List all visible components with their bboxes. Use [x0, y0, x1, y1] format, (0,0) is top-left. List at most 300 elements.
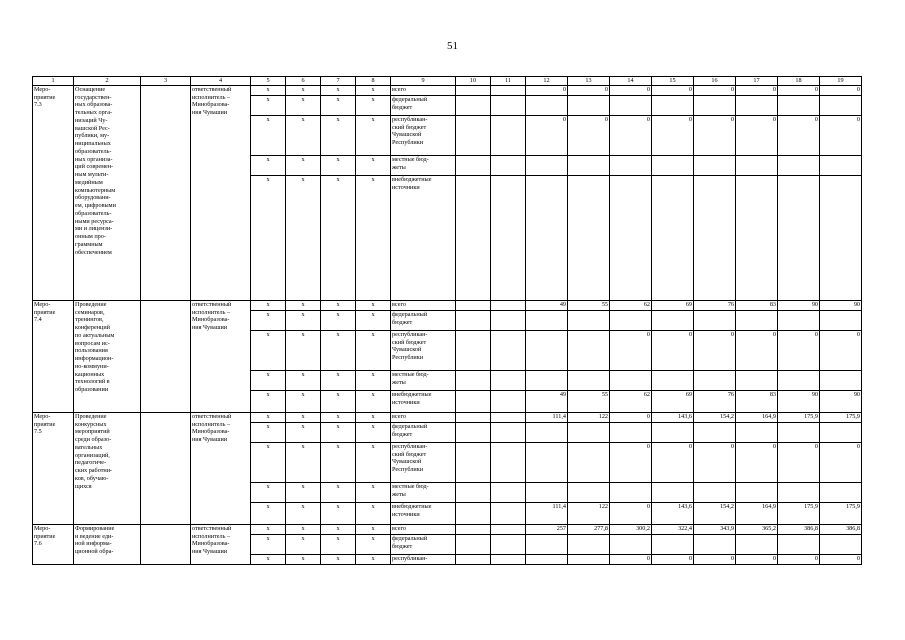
funding-source: внебюджетные источники [391, 390, 456, 412]
value-cell [568, 534, 610, 554]
empty-cell [491, 155, 526, 175]
header-cell: 13 [568, 77, 610, 86]
code-cell: х [286, 502, 321, 524]
header-cell: 4 [191, 77, 251, 86]
value-cell: 69 [652, 390, 694, 412]
code-cell: х [356, 155, 391, 175]
empty-cell [456, 524, 491, 534]
value-cell: 76 [694, 300, 736, 310]
measure-col3 [141, 300, 191, 412]
value-cell [610, 95, 652, 115]
value-cell: 0 [736, 115, 778, 155]
value-cell: 0 [820, 554, 862, 564]
value-cell: 0 [652, 85, 694, 95]
funding-source: республикан- [391, 554, 456, 564]
code-cell: х [251, 95, 286, 115]
code-cell: х [251, 422, 286, 442]
code-cell: х [286, 155, 321, 175]
code-cell: х [356, 482, 391, 502]
value-cell: 277,8 [568, 524, 610, 534]
value-cell: 175,9 [778, 412, 820, 422]
value-cell: 0 [736, 330, 778, 370]
header-cell: 11 [491, 77, 526, 86]
funding-source: федеральный бюджет [391, 534, 456, 554]
value-cell: 90 [778, 390, 820, 412]
funding-source: федеральный бюджет [391, 95, 456, 115]
measure-id: Меро- приятие 7.4 [33, 300, 74, 412]
value-cell [610, 310, 652, 330]
empty-cell [491, 534, 526, 554]
code-cell: х [321, 554, 356, 564]
value-cell [526, 442, 568, 482]
code-cell: х [356, 310, 391, 330]
code-cell: х [251, 310, 286, 330]
code-cell: х [356, 390, 391, 412]
value-cell: 0 [820, 85, 862, 95]
empty-cell [491, 524, 526, 534]
value-cell: 0 [778, 554, 820, 564]
code-cell: х [286, 370, 321, 390]
code-cell: х [286, 85, 321, 95]
value-cell [694, 155, 736, 175]
value-cell: 365,2 [736, 524, 778, 534]
header-cell: 7 [321, 77, 356, 86]
code-cell: х [356, 442, 391, 482]
funding-source: федеральный бюджет [391, 422, 456, 442]
budget-table [32, 76, 862, 565]
value-cell [652, 422, 694, 442]
code-cell: х [321, 115, 356, 155]
value-cell: 0 [694, 442, 736, 482]
measure-col3 [141, 85, 191, 300]
header-cell: 2 [74, 77, 141, 86]
value-cell [778, 155, 820, 175]
code-cell: х [251, 390, 286, 412]
value-cell: 386,8 [820, 524, 862, 534]
header-cell: 14 [610, 77, 652, 86]
value-cell [652, 482, 694, 502]
code-cell: х [286, 482, 321, 502]
value-cell [820, 534, 862, 554]
value-cell [568, 422, 610, 442]
table-row [33, 85, 862, 95]
value-cell: 49 [526, 390, 568, 412]
code-cell: х [356, 534, 391, 554]
value-cell [610, 155, 652, 175]
value-cell [568, 155, 610, 175]
value-cell [820, 370, 862, 390]
value-cell [610, 370, 652, 390]
code-cell: х [286, 300, 321, 310]
code-cell: х [356, 95, 391, 115]
code-cell: х [321, 502, 356, 524]
header-row [33, 77, 862, 86]
measure-executor: ответственный исполнитель – Минобразова- ния Чувашии [191, 85, 251, 300]
value-cell: 122 [568, 502, 610, 524]
empty-cell [456, 155, 491, 175]
funding-source: местные бюд- жеты [391, 370, 456, 390]
value-cell: 0 [652, 442, 694, 482]
funding-source: внебюджетные источники [391, 175, 456, 300]
empty-cell [491, 390, 526, 412]
empty-cell [456, 534, 491, 554]
value-cell: 76 [694, 390, 736, 412]
value-cell [568, 95, 610, 115]
value-cell [778, 175, 820, 300]
code-cell: х [251, 175, 286, 300]
value-cell: 0 [694, 85, 736, 95]
value-cell: 111,4 [526, 502, 568, 524]
code-cell: х [321, 412, 356, 422]
value-cell [778, 422, 820, 442]
value-cell: 0 [610, 502, 652, 524]
empty-cell [491, 95, 526, 115]
empty-cell [456, 300, 491, 310]
value-cell: 386,8 [778, 524, 820, 534]
value-cell [736, 175, 778, 300]
value-cell [652, 310, 694, 330]
funding-source: всего [391, 85, 456, 95]
header-cell: 16 [694, 77, 736, 86]
table-row [33, 300, 862, 310]
value-cell [778, 370, 820, 390]
empty-cell [456, 390, 491, 412]
value-cell [610, 175, 652, 300]
value-cell [736, 155, 778, 175]
value-cell: 154,2 [694, 412, 736, 422]
code-cell: х [356, 502, 391, 524]
code-cell: х [251, 502, 286, 524]
header-cell: 18 [778, 77, 820, 86]
empty-cell [491, 422, 526, 442]
measure-col3 [141, 412, 191, 524]
code-cell: х [251, 524, 286, 534]
value-cell [820, 155, 862, 175]
value-cell [778, 534, 820, 554]
code-cell: х [286, 175, 321, 300]
funding-source: местные бюд- жеты [391, 155, 456, 175]
value-cell [652, 370, 694, 390]
value-cell: 90 [778, 300, 820, 310]
value-cell [526, 534, 568, 554]
code-cell: х [286, 310, 321, 330]
value-cell: 83 [736, 390, 778, 412]
value-cell: 0 [652, 554, 694, 564]
value-cell [610, 482, 652, 502]
header-cell: 17 [736, 77, 778, 86]
value-cell [694, 310, 736, 330]
value-cell [820, 175, 862, 300]
measure-col3 [141, 524, 191, 564]
value-cell: 175,9 [778, 502, 820, 524]
header-cell: 6 [286, 77, 321, 86]
value-cell: 90 [820, 300, 862, 310]
value-cell: 175,9 [820, 412, 862, 422]
code-cell: х [321, 175, 356, 300]
value-cell [820, 482, 862, 502]
funding-source: местные бюд- жеты [391, 482, 456, 502]
empty-cell [456, 175, 491, 300]
value-cell [694, 422, 736, 442]
value-cell: 69 [652, 300, 694, 310]
value-cell [652, 175, 694, 300]
empty-cell [456, 422, 491, 442]
value-cell: 0 [694, 115, 736, 155]
value-cell [526, 155, 568, 175]
value-cell: 0 [610, 554, 652, 564]
value-cell: 62 [610, 390, 652, 412]
value-cell [736, 534, 778, 554]
value-cell: 143,6 [652, 412, 694, 422]
value-cell: 0 [526, 115, 568, 155]
value-cell [820, 95, 862, 115]
code-cell: х [321, 310, 356, 330]
code-cell: х [251, 554, 286, 564]
value-cell: 0 [820, 330, 862, 370]
value-cell: 49 [526, 300, 568, 310]
value-cell [526, 95, 568, 115]
empty-cell [456, 115, 491, 155]
value-cell: 0 [526, 85, 568, 95]
header-cell: 9 [391, 77, 456, 86]
empty-cell [456, 554, 491, 564]
code-cell: х [356, 412, 391, 422]
value-cell [778, 310, 820, 330]
code-cell: х [286, 534, 321, 554]
value-cell [778, 482, 820, 502]
code-cell: х [251, 534, 286, 554]
value-cell [694, 175, 736, 300]
value-cell [610, 422, 652, 442]
empty-cell [491, 554, 526, 564]
value-cell: 0 [778, 115, 820, 155]
empty-cell [491, 330, 526, 370]
empty-cell [456, 442, 491, 482]
code-cell: х [251, 442, 286, 482]
value-cell [652, 155, 694, 175]
value-cell [568, 554, 610, 564]
code-cell: х [321, 85, 356, 95]
value-cell [568, 330, 610, 370]
code-cell: х [286, 390, 321, 412]
code-cell: х [356, 300, 391, 310]
value-cell: 0 [568, 115, 610, 155]
value-cell: 0 [610, 442, 652, 482]
value-cell: 257 [526, 524, 568, 534]
code-cell: х [251, 155, 286, 175]
value-cell: 343,9 [694, 524, 736, 534]
header-cell: 10 [456, 77, 491, 86]
code-cell: х [321, 155, 356, 175]
value-cell: 111,4 [526, 412, 568, 422]
code-cell: х [286, 95, 321, 115]
value-cell [652, 534, 694, 554]
value-cell [652, 95, 694, 115]
value-cell: 62 [610, 300, 652, 310]
value-cell: 175,9 [820, 502, 862, 524]
value-cell [526, 175, 568, 300]
value-cell [526, 422, 568, 442]
code-cell: х [286, 524, 321, 534]
code-cell: х [321, 482, 356, 502]
funding-source: всего [391, 300, 456, 310]
measure-id: Меро- приятие 7.5 [33, 412, 74, 524]
header-cell: 8 [356, 77, 391, 86]
empty-cell [456, 482, 491, 502]
measure-name: Оснащение государствен- ных образова- тельных орга- низаций Чу- вашской Рес- публики, му- ниципальных образователь- ных организа- ций современ- ным мульти- медийным компьютерным оборудовани- ем, цифровыми образователь- ными ресурса- ми и лицензи- онным про- граммным обеспечением [74, 85, 141, 300]
value-cell: 0 [652, 330, 694, 370]
empty-cell [456, 310, 491, 330]
empty-cell [491, 482, 526, 502]
code-cell: х [321, 390, 356, 412]
funding-source: всего [391, 524, 456, 534]
code-cell: х [286, 412, 321, 422]
code-cell: х [321, 442, 356, 482]
value-cell: 0 [568, 85, 610, 95]
code-cell: х [356, 422, 391, 442]
value-cell: 164,9 [736, 412, 778, 422]
empty-cell [456, 370, 491, 390]
empty-cell [491, 370, 526, 390]
funding-source: республикан- ский бюджет Чувашской Республики [391, 442, 456, 482]
code-cell: х [251, 330, 286, 370]
value-cell [778, 95, 820, 115]
code-cell: х [356, 524, 391, 534]
empty-cell [456, 502, 491, 524]
value-cell [694, 534, 736, 554]
value-cell: 164,9 [736, 502, 778, 524]
funding-source: внебюджетные источники [391, 502, 456, 524]
header-cell: 1 [33, 77, 74, 86]
empty-cell [456, 85, 491, 95]
code-cell: х [251, 115, 286, 155]
value-cell: 154,2 [694, 502, 736, 524]
value-cell [820, 310, 862, 330]
measure-name: Формирование и ведение еди- ной информа- ционной обра- [74, 524, 141, 564]
code-cell: х [321, 330, 356, 370]
value-cell: 0 [778, 330, 820, 370]
code-cell: х [251, 482, 286, 502]
header-cell: 19 [820, 77, 862, 86]
value-cell [526, 330, 568, 370]
value-cell: 0 [820, 115, 862, 155]
measure-executor: ответственный исполнитель – Минобразова- ния Чувашии [191, 524, 251, 564]
funding-source: федеральный бюджет [391, 310, 456, 330]
value-cell: 0 [610, 115, 652, 155]
value-cell: 55 [568, 300, 610, 310]
code-cell: х [286, 442, 321, 482]
value-cell [736, 95, 778, 115]
value-cell: 0 [610, 330, 652, 370]
value-cell: 322,4 [652, 524, 694, 534]
code-cell: х [321, 370, 356, 390]
value-cell: 300,2 [610, 524, 652, 534]
value-cell [526, 370, 568, 390]
value-cell [568, 442, 610, 482]
code-cell: х [356, 85, 391, 95]
measure-executor: ответственный исполнитель – Минобразова- ния Чувашии [191, 412, 251, 524]
value-cell: 83 [736, 300, 778, 310]
measure-name: Проведение семинаров, тренингов, конференций по актуальным вопросам ис- пользования информацион- но-коммуни- кационных технологий в образовании [74, 300, 141, 412]
code-cell: х [286, 422, 321, 442]
page-number: 51 [447, 40, 458, 52]
header-cell: 12 [526, 77, 568, 86]
value-cell: 90 [820, 390, 862, 412]
code-cell: х [321, 95, 356, 115]
code-cell: х [286, 330, 321, 370]
code-cell: х [356, 554, 391, 564]
empty-cell [491, 412, 526, 422]
value-cell [736, 422, 778, 442]
empty-cell [491, 115, 526, 155]
code-cell: х [356, 115, 391, 155]
funding-source: республикан- ский бюджет Чувашской Республики [391, 115, 456, 155]
value-cell [736, 310, 778, 330]
value-cell: 0 [820, 442, 862, 482]
value-cell [526, 554, 568, 564]
value-cell: 0 [610, 412, 652, 422]
value-cell: 55 [568, 390, 610, 412]
value-cell [694, 370, 736, 390]
value-cell [694, 95, 736, 115]
code-cell: х [251, 300, 286, 310]
value-cell [568, 310, 610, 330]
header-cell: 15 [652, 77, 694, 86]
funding-source: всего [391, 412, 456, 422]
value-cell [568, 370, 610, 390]
empty-cell [491, 442, 526, 482]
measure-name: Проведение конкурсных мероприятий среди образо- вательных организаций, педагогиче- ских работни- ков, обучаю- щихся [74, 412, 141, 524]
code-cell: х [251, 370, 286, 390]
table-row [33, 412, 862, 422]
code-cell: х [286, 115, 321, 155]
value-cell: 122 [568, 412, 610, 422]
code-cell: х [356, 175, 391, 300]
empty-cell [491, 175, 526, 300]
value-cell: 0 [736, 554, 778, 564]
value-cell [694, 482, 736, 502]
code-cell: х [356, 370, 391, 390]
value-cell: 0 [652, 115, 694, 155]
value-cell [820, 422, 862, 442]
code-cell: х [321, 300, 356, 310]
measure-id: Меро- приятие 7.6 [33, 524, 74, 564]
code-cell: х [251, 85, 286, 95]
value-cell: 143,6 [652, 502, 694, 524]
code-cell: х [321, 422, 356, 442]
value-cell [736, 370, 778, 390]
code-cell: х [356, 330, 391, 370]
measure-executor: ответственный исполнитель – Минобразова- ния Чувашии [191, 300, 251, 412]
funding-source: республикан- ский бюджет Чувашской Республики [391, 330, 456, 370]
value-cell [568, 175, 610, 300]
empty-cell [491, 502, 526, 524]
value-cell [568, 482, 610, 502]
value-cell [610, 534, 652, 554]
code-cell: х [321, 534, 356, 554]
empty-cell [491, 300, 526, 310]
table-row [33, 524, 862, 534]
code-cell: х [286, 554, 321, 564]
value-cell [526, 310, 568, 330]
empty-cell [456, 412, 491, 422]
value-cell: 0 [736, 442, 778, 482]
code-cell: х [321, 524, 356, 534]
value-cell: 0 [694, 554, 736, 564]
code-cell: х [251, 412, 286, 422]
empty-cell [456, 330, 491, 370]
empty-cell [456, 95, 491, 115]
